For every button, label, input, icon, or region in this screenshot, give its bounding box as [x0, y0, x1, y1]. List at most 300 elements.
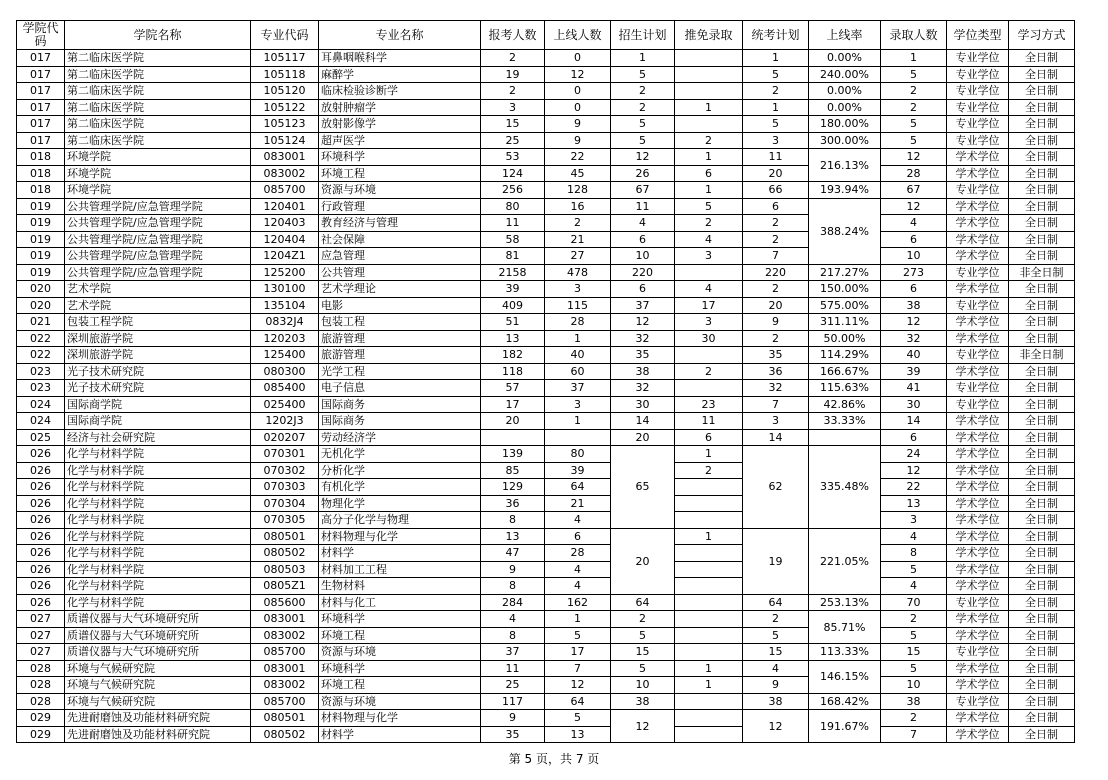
- table-cell: 电影: [319, 297, 481, 314]
- table-cell: 113.33%: [809, 644, 881, 661]
- col-header: 专业代码: [251, 21, 319, 50]
- col-header: 学院名称: [65, 21, 251, 50]
- table-cell: 9: [743, 677, 809, 694]
- table-cell: 9: [743, 314, 809, 331]
- table-cell: 20: [611, 429, 675, 446]
- table-cell: 81: [481, 248, 545, 265]
- table-cell: 029: [17, 710, 65, 727]
- table-row: [17, 347, 1075, 364]
- table-row: [17, 264, 1075, 281]
- table-cell: 15: [743, 644, 809, 661]
- table-cell: 120404: [251, 231, 319, 248]
- table-cell: 028: [17, 693, 65, 710]
- table-cell: 6: [881, 429, 947, 446]
- table-cell: 环境学院: [65, 165, 251, 182]
- table-cell: 专业学位: [947, 50, 1009, 67]
- table-cell: 6: [743, 198, 809, 215]
- table-cell: 4: [881, 578, 947, 595]
- table-cell: 026: [17, 495, 65, 512]
- table-cell: 行政管理: [319, 198, 481, 215]
- col-header: 统考计划: [743, 21, 809, 50]
- table-cell: 21: [545, 231, 611, 248]
- table-cell: 45: [545, 165, 611, 182]
- table-cell: 全日制: [1009, 99, 1075, 116]
- table-cell: 311.11%: [809, 314, 881, 331]
- table-cell: [675, 347, 743, 364]
- table-cell: 3: [545, 396, 611, 413]
- table-cell: 023: [17, 363, 65, 380]
- table-cell: 2: [611, 611, 675, 628]
- table-cell: [675, 512, 743, 529]
- table-cell: 0.00%: [809, 99, 881, 116]
- table-cell: 无机化学: [319, 446, 481, 463]
- table-cell: 材料物理与化学: [319, 710, 481, 727]
- table-cell: 083001: [251, 660, 319, 677]
- table-cell: 9: [545, 116, 611, 133]
- table-cell: 第二临床医学院: [65, 66, 251, 83]
- table-cell: 120401: [251, 198, 319, 215]
- table-cell: 公共管理学院/应急管理学院: [65, 198, 251, 215]
- table-cell: 6: [611, 231, 675, 248]
- table-cell: 3: [675, 314, 743, 331]
- table-cell: 0832J4: [251, 314, 319, 331]
- table-cell: 35: [743, 347, 809, 364]
- table-cell: 环境与气候研究院: [65, 693, 251, 710]
- table-cell: 120203: [251, 330, 319, 347]
- table-cell: 公共管理: [319, 264, 481, 281]
- table-cell: 64: [545, 479, 611, 496]
- table-cell: 全日制: [1009, 66, 1075, 83]
- table-row: [17, 248, 1075, 265]
- table-row: [17, 281, 1075, 298]
- table-cell: 14: [743, 429, 809, 446]
- table-cell: 化学与材料学院: [65, 528, 251, 545]
- table-cell: 学术学位: [947, 231, 1009, 248]
- table-cell: 017: [17, 132, 65, 149]
- table-cell: 12: [611, 149, 675, 166]
- table-cell: 256: [481, 182, 545, 199]
- table-cell: 全日制: [1009, 314, 1075, 331]
- table-cell: 217.27%: [809, 264, 881, 281]
- table-cell: 2: [743, 83, 809, 100]
- table-cell: 1: [545, 611, 611, 628]
- table-cell: 6: [611, 281, 675, 298]
- table-row: [17, 512, 1075, 529]
- table-cell: 3: [545, 281, 611, 298]
- table-cell: 7: [545, 660, 611, 677]
- table-cell: 1: [611, 50, 675, 67]
- table-cell: [481, 429, 545, 446]
- table-row: [17, 594, 1075, 611]
- table-cell: 2: [675, 132, 743, 149]
- table-cell: 018: [17, 149, 65, 166]
- table-cell: 018: [17, 165, 65, 182]
- table-cell: 38: [881, 693, 947, 710]
- table-cell: 85.71%: [809, 611, 881, 644]
- table-cell: 学术学位: [947, 363, 1009, 380]
- table-cell: 3: [675, 248, 743, 265]
- table-cell: 8: [481, 627, 545, 644]
- table-cell: 135104: [251, 297, 319, 314]
- table-cell: 14: [881, 413, 947, 430]
- table-cell: 全日制: [1009, 231, 1075, 248]
- table-cell: 资源与环境: [319, 644, 481, 661]
- table-cell: 专业学位: [947, 693, 1009, 710]
- table-cell: 资源与环境: [319, 182, 481, 199]
- table-cell: 全日制: [1009, 50, 1075, 67]
- table-cell: 学术学位: [947, 561, 1009, 578]
- table-cell: 182: [481, 347, 545, 364]
- table-cell: 学术学位: [947, 578, 1009, 595]
- table-cell: 118: [481, 363, 545, 380]
- table-cell: 40: [881, 347, 947, 364]
- table-cell: 艺术学理论: [319, 281, 481, 298]
- table-cell: 22: [881, 479, 947, 496]
- table-cell: 4: [545, 578, 611, 595]
- table-cell: 国际商学院: [65, 413, 251, 430]
- table-cell: 有机化学: [319, 479, 481, 496]
- table-cell: 35: [481, 726, 545, 743]
- table-cell: 10: [611, 677, 675, 694]
- table-cell: 026: [17, 545, 65, 562]
- table-cell: 10: [881, 677, 947, 694]
- table-cell: 64: [611, 594, 675, 611]
- table-cell: 质谱仪器与大气环境研究所: [65, 611, 251, 628]
- table-row: [17, 363, 1075, 380]
- table-cell: 150.00%: [809, 281, 881, 298]
- table-cell: 学术学位: [947, 198, 1009, 215]
- table-cell: 080501: [251, 528, 319, 545]
- table-cell: 学术学位: [947, 528, 1009, 545]
- table-cell: 6: [881, 281, 947, 298]
- table-cell: 材料物理与化学: [319, 528, 481, 545]
- table-cell: 环境科学: [319, 149, 481, 166]
- table-row: [17, 561, 1075, 578]
- table-cell: [675, 594, 743, 611]
- table-cell: 080503: [251, 561, 319, 578]
- table-cell: 25: [481, 677, 545, 694]
- table-cell: 全日制: [1009, 495, 1075, 512]
- table-cell: 全日制: [1009, 726, 1075, 743]
- table-cell: 环境学院: [65, 149, 251, 166]
- table-cell: 3: [481, 99, 545, 116]
- table-cell: 15: [611, 644, 675, 661]
- table-cell: 17: [545, 644, 611, 661]
- table-cell: 180.00%: [809, 116, 881, 133]
- table-cell: 学术学位: [947, 495, 1009, 512]
- table-row: [17, 627, 1075, 644]
- table-cell: 1: [743, 50, 809, 67]
- table-cell: 6: [675, 429, 743, 446]
- table-cell: 33.33%: [809, 413, 881, 430]
- table-cell: 质谱仪器与大气环境研究所: [65, 644, 251, 661]
- table-cell: 全日制: [1009, 330, 1075, 347]
- table-cell: 117: [481, 693, 545, 710]
- table-cell: 2: [611, 99, 675, 116]
- table-cell: 284: [481, 594, 545, 611]
- table-cell: 专业学位: [947, 182, 1009, 199]
- table-cell: 0: [545, 99, 611, 116]
- table-cell: 5: [881, 66, 947, 83]
- table-cell: 学术学位: [947, 149, 1009, 166]
- table-cell: [675, 66, 743, 83]
- table-cell: 2: [743, 231, 809, 248]
- table-cell: 21: [545, 495, 611, 512]
- table-cell: 300.00%: [809, 132, 881, 149]
- table-cell: 3: [881, 512, 947, 529]
- table-cell: 85: [481, 462, 545, 479]
- table-cell: 62: [743, 446, 809, 529]
- table-cell: 1: [675, 528, 743, 545]
- table-cell: 017: [17, 50, 65, 67]
- table-cell: 公共管理学院/应急管理学院: [65, 248, 251, 265]
- table-cell: 全日制: [1009, 363, 1075, 380]
- table-cell: 学术学位: [947, 446, 1009, 463]
- col-header: 学习方式: [1009, 21, 1075, 50]
- table-cell: 128: [545, 182, 611, 199]
- table-cell: 20: [481, 413, 545, 430]
- table-cell: 1202J3: [251, 413, 319, 430]
- table-cell: 第二临床医学院: [65, 132, 251, 149]
- table-cell: 105122: [251, 99, 319, 116]
- table-cell: 11: [611, 198, 675, 215]
- table-cell: 105120: [251, 83, 319, 100]
- table-cell: 017: [17, 66, 65, 83]
- table-cell: 070303: [251, 479, 319, 496]
- table-cell: 第二临床医学院: [65, 83, 251, 100]
- table-cell: 13: [481, 528, 545, 545]
- table-cell: 专业学位: [947, 66, 1009, 83]
- table-row: [17, 66, 1075, 83]
- table-cell: 2: [881, 611, 947, 628]
- table-cell: 全日制: [1009, 165, 1075, 182]
- table-cell: 全日制: [1009, 429, 1075, 446]
- table-cell: 12: [881, 314, 947, 331]
- table-cell: 409: [481, 297, 545, 314]
- table-row: [17, 231, 1075, 248]
- table-cell: 1: [675, 99, 743, 116]
- table-cell: 220: [611, 264, 675, 281]
- table-cell: 11: [481, 660, 545, 677]
- table-cell: 39: [481, 281, 545, 298]
- table-cell: 化学与材料学院: [65, 479, 251, 496]
- table-cell: 包装工程学院: [65, 314, 251, 331]
- table-cell: [675, 726, 743, 743]
- table-cell: 2: [881, 83, 947, 100]
- table-cell: 6: [881, 231, 947, 248]
- table-cell: 37: [611, 297, 675, 314]
- table-cell: 专业学位: [947, 116, 1009, 133]
- table-cell: 125400: [251, 347, 319, 364]
- table-cell: 021: [17, 314, 65, 331]
- table-cell: 非全日制: [1009, 347, 1075, 364]
- table-cell: 1: [545, 413, 611, 430]
- table-cell: 全日制: [1009, 215, 1075, 232]
- table-cell: 38: [611, 693, 675, 710]
- table-cell: 1: [545, 330, 611, 347]
- table-cell: 学术学位: [947, 660, 1009, 677]
- table-row: [17, 710, 1075, 727]
- table-cell: 019: [17, 264, 65, 281]
- table-cell: 51: [481, 314, 545, 331]
- table-cell: 生物材料: [319, 578, 481, 595]
- table-cell: 39: [881, 363, 947, 380]
- table-cell: 全日制: [1009, 413, 1075, 430]
- table-cell: 64: [545, 693, 611, 710]
- table-cell: 6: [545, 528, 611, 545]
- table-cell: 124: [481, 165, 545, 182]
- table-cell: 8: [481, 578, 545, 595]
- table-cell: 19: [481, 66, 545, 83]
- table-cell: 022: [17, 347, 65, 364]
- table-row: [17, 528, 1075, 545]
- table-cell: 129: [481, 479, 545, 496]
- table-row: [17, 446, 1075, 463]
- table-cell: [675, 264, 743, 281]
- table-cell: 4: [881, 528, 947, 545]
- table-cell: [675, 479, 743, 496]
- table-cell: [675, 710, 743, 727]
- table-row: [17, 611, 1075, 628]
- table-cell: [675, 644, 743, 661]
- col-header: 学院代码: [17, 21, 65, 50]
- table-cell: 全日制: [1009, 198, 1075, 215]
- col-header: 学位类型: [947, 21, 1009, 50]
- table-cell: 专业学位: [947, 264, 1009, 281]
- table-cell: 专业学位: [947, 644, 1009, 661]
- table-cell: 环境工程: [319, 677, 481, 694]
- table-row: [17, 429, 1075, 446]
- table-row: [17, 677, 1075, 694]
- table-cell: 023: [17, 380, 65, 397]
- table-cell: 光子技术研究院: [65, 380, 251, 397]
- table-cell: 085700: [251, 182, 319, 199]
- table-cell: 57: [481, 380, 545, 397]
- table-row: [17, 50, 1075, 67]
- table-cell: 53: [481, 149, 545, 166]
- table-cell: [675, 578, 743, 595]
- table-cell: 25: [481, 132, 545, 149]
- table-row: [17, 165, 1075, 182]
- table-cell: 14: [611, 413, 675, 430]
- table-cell: [809, 429, 881, 446]
- table-cell: 5: [545, 627, 611, 644]
- table-cell: 全日制: [1009, 83, 1075, 100]
- table-cell: 80: [545, 446, 611, 463]
- table-cell: 114.29%: [809, 347, 881, 364]
- table-cell: 先进耐磨蚀及功能材料研究院: [65, 726, 251, 743]
- table-cell: 65: [611, 446, 675, 529]
- table-cell: 019: [17, 231, 65, 248]
- table-cell: 5: [881, 116, 947, 133]
- table-cell: 先进耐磨蚀及功能材料研究院: [65, 710, 251, 727]
- table-cell: 材料学: [319, 545, 481, 562]
- table-cell: 32: [611, 380, 675, 397]
- table-cell: 67: [611, 182, 675, 199]
- table-cell: 劳动经济学: [319, 429, 481, 446]
- table-cell: 083002: [251, 627, 319, 644]
- table-cell: 资源与环境: [319, 693, 481, 710]
- table-cell: 化学与材料学院: [65, 545, 251, 562]
- table-cell: 019: [17, 198, 65, 215]
- table-cell: 学术学位: [947, 330, 1009, 347]
- table-cell: 全日制: [1009, 693, 1075, 710]
- table-cell: 27: [545, 248, 611, 265]
- table-cell: 专业学位: [947, 132, 1009, 149]
- table-cell: 11: [481, 215, 545, 232]
- table-cell: [545, 429, 611, 446]
- col-header: 推免录取: [675, 21, 743, 50]
- table-cell: 028: [17, 677, 65, 694]
- table-cell: 0: [545, 50, 611, 67]
- col-header: 专业名称: [319, 21, 481, 50]
- table-cell: 019: [17, 215, 65, 232]
- table-row: [17, 495, 1075, 512]
- table-cell: 全日制: [1009, 297, 1075, 314]
- table-cell: 学术学位: [947, 248, 1009, 265]
- table-cell: 全日制: [1009, 116, 1075, 133]
- table-cell: 115: [545, 297, 611, 314]
- table-cell: 20: [611, 528, 675, 594]
- table-cell: 4: [545, 561, 611, 578]
- table-cell: 20: [743, 165, 809, 182]
- table-cell: 37: [545, 380, 611, 397]
- table-cell: 13: [545, 726, 611, 743]
- table-cell: 2: [743, 330, 809, 347]
- table-cell: 39: [545, 462, 611, 479]
- table-cell: 018: [17, 182, 65, 199]
- table-cell: 社会保障: [319, 231, 481, 248]
- table-cell: 环境科学: [319, 660, 481, 677]
- table-cell: 125200: [251, 264, 319, 281]
- table-cell: 30: [611, 396, 675, 413]
- table-cell: 32: [611, 330, 675, 347]
- table-cell: 7: [743, 248, 809, 265]
- table-cell: 2: [881, 710, 947, 727]
- table-cell: 58: [481, 231, 545, 248]
- table-cell: 全日制: [1009, 594, 1075, 611]
- table-cell: 物理化学: [319, 495, 481, 512]
- table-cell: 19: [743, 528, 809, 594]
- col-header: 报考人数: [481, 21, 545, 50]
- table-cell: 478: [545, 264, 611, 281]
- table-cell: 包装工程: [319, 314, 481, 331]
- table-cell: 2: [481, 83, 545, 100]
- col-header: 上线人数: [545, 21, 611, 50]
- table-cell: 全日制: [1009, 380, 1075, 397]
- table-cell: 12: [611, 314, 675, 331]
- table-cell: 5: [611, 660, 675, 677]
- table-cell: 16: [545, 198, 611, 215]
- table-cell: 026: [17, 462, 65, 479]
- table-cell: 080502: [251, 726, 319, 743]
- table-cell: 146.15%: [809, 660, 881, 693]
- table-cell: 5: [611, 627, 675, 644]
- table-cell: 化学与材料学院: [65, 495, 251, 512]
- table-cell: 质谱仪器与大气环境研究所: [65, 627, 251, 644]
- table-cell: 083001: [251, 611, 319, 628]
- table-cell: 12: [545, 66, 611, 83]
- table-cell: 130100: [251, 281, 319, 298]
- table-cell: 全日制: [1009, 660, 1075, 677]
- table-cell: 166.67%: [809, 363, 881, 380]
- table-cell: 28: [545, 314, 611, 331]
- table-cell: 50.00%: [809, 330, 881, 347]
- table-row: [17, 215, 1075, 232]
- table-cell: 017: [17, 83, 65, 100]
- table-cell: 273: [881, 264, 947, 281]
- table-cell: 5: [545, 710, 611, 727]
